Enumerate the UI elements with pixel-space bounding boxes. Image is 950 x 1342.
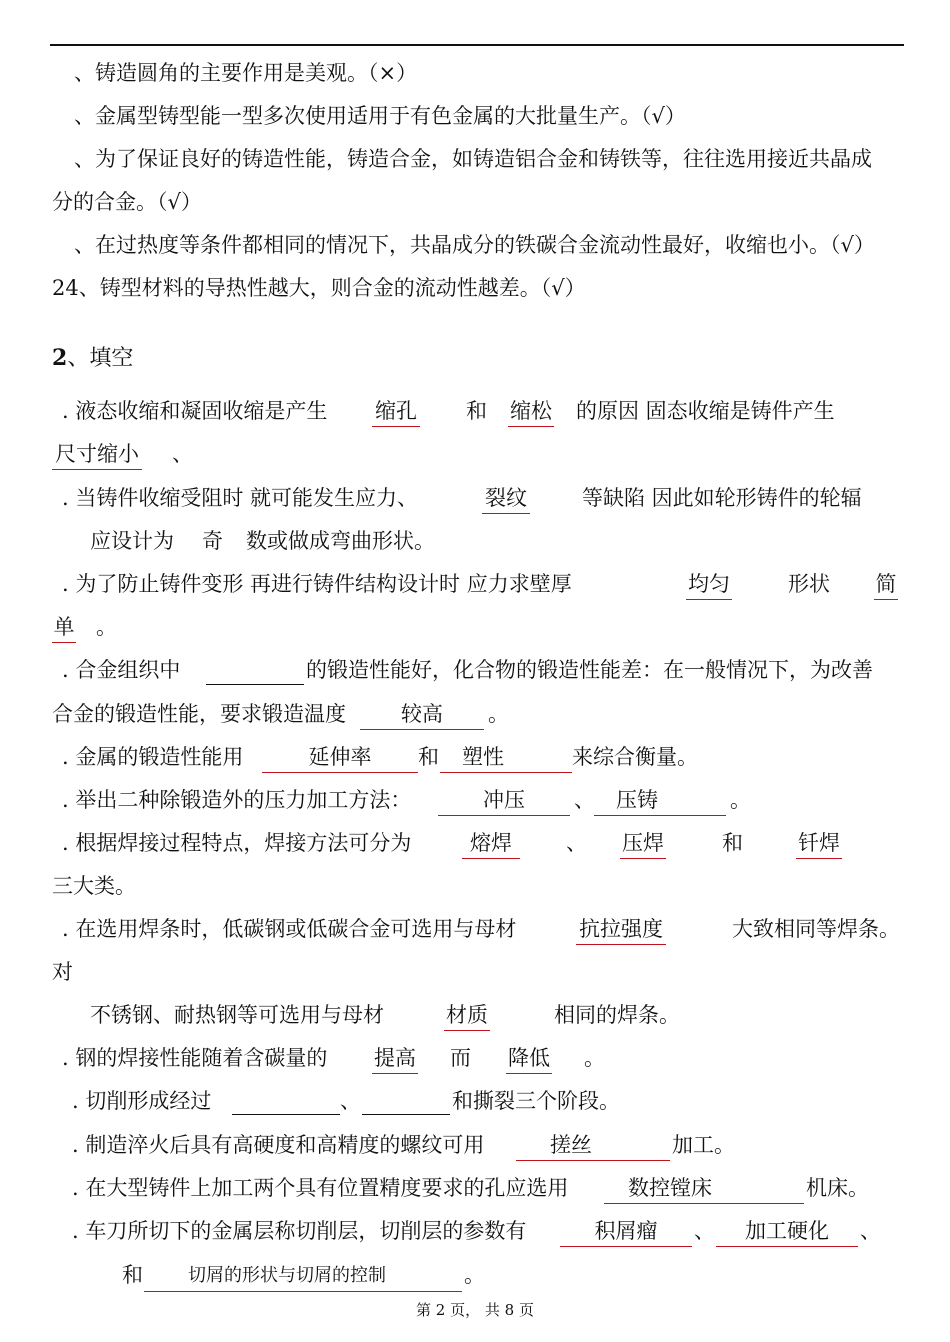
q8-text: 不锈钢、耐热钢等可选用与母材 (90, 1003, 384, 1027)
q3-text: 。 (96, 615, 117, 639)
q4-text: 的锻造性能好，化合物的锻造性能差：在一般情况下，为改善 (306, 658, 873, 682)
q2-answer: 裂纹 (482, 484, 530, 514)
header-rule (50, 44, 904, 46)
q6-text: . 举出二种除锻造外的压力加工方法： (62, 788, 412, 812)
tf-item: 、金属型铸型能一型多次使用适用于有色金属的大批量生产。（√） (74, 104, 686, 128)
q1-answer: 缩孔 (372, 397, 420, 427)
q1-answer: 尺寸缩小 (52, 440, 142, 470)
q2-text: 奇 (202, 529, 223, 553)
page-footer: 第 2 页， 共 8 页 (416, 1301, 534, 1319)
q13-answer: 积屑瘤 (560, 1217, 692, 1247)
q11-text: 加工。 (672, 1133, 735, 1157)
q5-answer: 延伸率 (262, 743, 418, 773)
tf-item: 、为了保证良好的铸造性能，铸造合金，如铸造铝合金和铸铁等，往往选用接近共晶成 (74, 147, 872, 171)
q4-answer: 较高 (360, 700, 484, 730)
q4-text: . 合金组织中 (62, 658, 181, 682)
q9-text: . 钢的焊接性能随着含碳量的 (62, 1046, 328, 1070)
q7-answer: 钎焊 (796, 829, 842, 859)
tf-item: 、铸造圆角的主要作用是美观。（×） (74, 61, 418, 85)
q2-text: . 当铸件收缩受阻时 就可能发生应力、 (62, 486, 419, 510)
q10-text: 、 (340, 1089, 361, 1113)
q8-answer: 材质 (444, 1001, 490, 1031)
tf-item: 、在过热度等条件都相同的情况下，共晶成分的铁碳合金流动性最好，收缩也小。（√） (74, 233, 875, 257)
q5-text: 和 (418, 745, 439, 769)
q1-text: 和 (466, 399, 487, 423)
q5-text: 来综合衡量。 (572, 745, 698, 769)
q13-answer: 切屑的形状与切屑的控制 (144, 1262, 462, 1292)
q5-text: . 金属的锻造性能用 (62, 745, 244, 769)
q2-text: 应设计为 (90, 529, 174, 553)
q9-text: 而 (450, 1046, 471, 1070)
q11-text: . 制造淬火后具有高硬度和高精度的螺纹可用 (72, 1133, 485, 1157)
q1-text: 的原因 固态收缩是铸件产生 (576, 399, 835, 423)
tf-item-continuation: 分的合金。（√） (52, 190, 202, 214)
q10-text: 和撕裂三个阶段。 (452, 1089, 620, 1113)
q12-answer: 数控镗床 (604, 1174, 804, 1204)
q8-text: . 在选用焊条时，低碳钢或低碳合金可选用与母材 (62, 917, 517, 941)
q7-text: 和 (722, 831, 743, 855)
q3-text: . 为了防止铸件变形 再进行铸件结构设计时 应力求壁厚 (62, 572, 572, 596)
q13-answer: 加工硬化 (716, 1217, 858, 1247)
q13-text: 、 (860, 1219, 881, 1243)
q6-text: 、 (574, 788, 595, 812)
q4-text: 。 (488, 702, 509, 726)
q9-text: 。 (584, 1046, 605, 1070)
q9-answer: 提高 (372, 1044, 418, 1074)
q8-text: 相同的焊条。 (554, 1003, 680, 1027)
q7-text: 三大类。 (52, 874, 136, 898)
q3-answer: 单 (52, 613, 76, 643)
q3-answer: 简 (874, 570, 898, 600)
q3-answer: 均匀 (686, 570, 732, 600)
tf-item: 24、铸型材料的导热性越大，则合金的流动性越差。（√） (52, 276, 586, 300)
q13-text: 。 (464, 1263, 485, 1287)
q13-text: . 车刀所切下的金属层称切削层，切削层的参数有 (72, 1219, 527, 1243)
section-heading: 2、填空 (52, 345, 134, 371)
q7-answer: 压焊 (620, 829, 666, 859)
q12-text: . 在大型铸件上加工两个具有位置精度要求的孔应选用 (72, 1176, 569, 1200)
q6-answer: 压铸 (594, 786, 726, 816)
q4-blank (206, 684, 304, 685)
q2-text: 数或做成弯曲形状。 (246, 529, 435, 553)
q1-answer: 缩松 (508, 397, 554, 427)
q10-text: . 切削形成经过 (72, 1089, 212, 1113)
q4-text: 合金的锻造性能，要求锻造温度 (52, 702, 346, 726)
q10-blank (362, 1114, 450, 1115)
q12-text: 机床。 (806, 1176, 869, 1200)
q1-text: 、 (172, 442, 193, 466)
q10-blank (232, 1114, 340, 1115)
q1-text: . 液态收缩和凝固收缩是产生 (62, 399, 328, 423)
q11-answer: 搓丝 (516, 1131, 670, 1161)
q6-answer: 冲压 (438, 786, 570, 816)
q8-answer: 抗拉强度 (576, 915, 666, 945)
q7-text: 、 (566, 831, 587, 855)
q7-text: . 根据焊接过程特点，焊接方法可分为 (62, 831, 412, 855)
q7-answer: 熔焊 (462, 829, 520, 859)
q8-text: 对 (52, 960, 73, 984)
q13-text: 和 (122, 1263, 143, 1287)
q5-answer: 塑性 (440, 743, 572, 773)
q9-answer: 降低 (506, 1044, 552, 1074)
q13-text: 、 (694, 1219, 715, 1243)
q6-text: 。 (730, 788, 751, 812)
q2-text: 等缺陷 因此如轮形铸件的轮辐 (582, 486, 862, 510)
q3-text: 形状 (788, 572, 830, 596)
q8-text: 大致相同等焊条。 (732, 917, 900, 941)
